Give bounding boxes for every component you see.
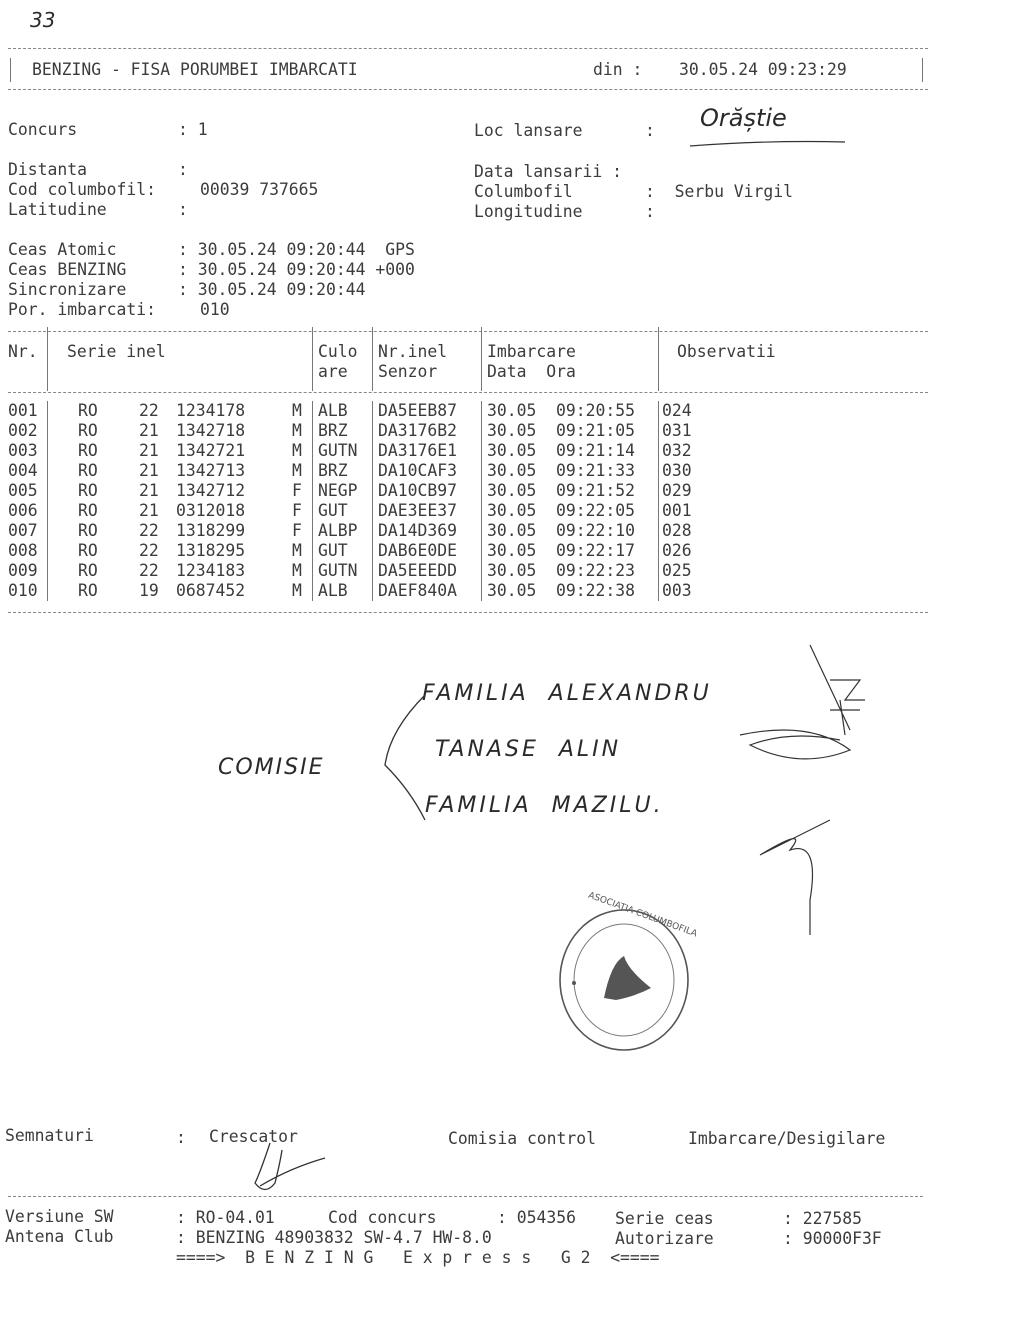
- row-divider: [658, 481, 659, 501]
- row-sensor: DA10CAF3: [378, 461, 457, 480]
- crescator-label: Crescator: [209, 1127, 298, 1146]
- table-row: [0, 541, 930, 561]
- row-divider: [47, 581, 48, 601]
- ceas-atomic-value: : 30.05.24 09:20:44 GPS: [178, 240, 415, 259]
- table-row: [0, 461, 930, 481]
- row-country: RO: [78, 481, 98, 500]
- row-divider: [47, 541, 48, 561]
- row-nr: 009: [8, 561, 38, 580]
- footer-divider: [8, 1196, 923, 1197]
- row-nr: 005: [8, 481, 38, 500]
- cod-columbofil-label: Cod columbofil:: [8, 180, 157, 199]
- row-sensor: DA3176E1: [378, 441, 457, 460]
- print-date-label: din :: [593, 60, 643, 79]
- row-year: 22: [139, 541, 159, 560]
- page-number-handwritten: 33: [30, 8, 56, 32]
- row-color: GUTN: [318, 561, 358, 580]
- handwritten-comisie: COMISIE: [218, 755, 325, 780]
- row-divider: [658, 561, 659, 581]
- row-sensor: DAE3EE37: [378, 501, 457, 520]
- row-divider: [47, 421, 48, 441]
- row-obs: 003: [662, 581, 692, 600]
- row-sensor: DAEF840A: [378, 581, 457, 600]
- row-color: ALB: [318, 401, 348, 420]
- row-color: ALBP: [318, 521, 358, 540]
- versiune-sw-label: Versiune SW: [5, 1207, 114, 1226]
- table-top-border: [8, 331, 928, 332]
- row-divider: [47, 461, 48, 481]
- sincronizare-value: : 30.05.24 09:20:44: [178, 280, 366, 299]
- latitudine-value: :: [178, 200, 188, 219]
- row-sex: M: [292, 441, 302, 460]
- ceas-benzing-value: : 30.05.24 09:20:44 +000: [178, 260, 415, 279]
- antena-club-label: Antena Club: [5, 1227, 114, 1246]
- row-divider: [481, 481, 482, 501]
- autorizare-label: Autorizare: [615, 1229, 714, 1248]
- row-divider: [481, 541, 482, 561]
- row-ring: 1234183: [176, 561, 246, 580]
- row-year: 21: [139, 441, 159, 460]
- col-divider-imbarcare: [658, 327, 659, 391]
- table-row: [0, 401, 930, 421]
- row-divider: [658, 461, 659, 481]
- header-bottom-border: [8, 89, 928, 90]
- row-divider: [372, 481, 373, 501]
- row-divider: [312, 561, 313, 581]
- table-row: [0, 501, 930, 521]
- row-time: 09:22:23: [556, 561, 635, 580]
- row-date: 30.05: [487, 421, 537, 440]
- cod-concurs-value: : 054356: [497, 1208, 576, 1227]
- row-year: 21: [139, 461, 159, 480]
- commission-signatures-scribble: [730, 640, 870, 940]
- table-row: [0, 581, 930, 601]
- row-obs: 030: [662, 461, 692, 480]
- row-divider: [658, 441, 659, 461]
- antena-club-value: : BENZING 48903832 SW-4.7 HW-8.0: [176, 1228, 492, 1247]
- row-time: 09:22:05: [556, 501, 635, 520]
- row-obs: 031: [662, 421, 692, 440]
- row-sex: M: [292, 541, 302, 560]
- longitudine-label: Longitudine: [474, 202, 583, 221]
- handwritten-member-3: FAMILIA MAZILU.: [425, 793, 664, 818]
- col-divider-serie: [312, 327, 313, 391]
- table-bottom-border: [8, 612, 928, 613]
- row-year: 22: [139, 401, 159, 420]
- header-imbarcare-2: Data Ora: [487, 362, 576, 381]
- row-time: 09:21:14: [556, 441, 635, 460]
- por-imbarcati-label: Por. imbarcati:: [8, 300, 157, 319]
- comisia-control-label: Comisia control: [448, 1129, 597, 1148]
- loc-lansare-label: Loc lansare: [474, 121, 583, 140]
- header-nr: Nr.: [8, 342, 38, 361]
- row-sex: M: [292, 421, 302, 440]
- row-ring: 1342713: [176, 461, 246, 480]
- row-ring: 0312018: [176, 501, 246, 520]
- row-divider: [658, 521, 659, 541]
- concurs-value: : 1: [178, 120, 208, 139]
- row-obs: 029: [662, 481, 692, 500]
- row-divider: [312, 461, 313, 481]
- row-divider: [312, 501, 313, 521]
- row-divider: [481, 561, 482, 581]
- sincronizare-label: Sincronizare: [8, 280, 127, 299]
- row-divider: [47, 501, 48, 521]
- row-divider: [372, 501, 373, 521]
- row-divider: [481, 581, 482, 601]
- row-ring: 1342721: [176, 441, 246, 460]
- autorizare-value: : 90000F3F: [783, 1229, 882, 1248]
- row-date: 30.05: [487, 461, 537, 480]
- row-divider: [312, 541, 313, 561]
- handwritten-member-1: FAMILIA ALEXANDRU: [422, 681, 712, 706]
- row-country: RO: [78, 561, 98, 580]
- row-ring: 1318295: [176, 541, 246, 560]
- row-divider: [372, 461, 373, 481]
- row-time: 09:21:33: [556, 461, 635, 480]
- versiune-sw-value: : RO-04.01: [176, 1208, 275, 1227]
- row-sensor: DAB6E0DE: [378, 541, 457, 560]
- row-divider: [658, 421, 659, 441]
- row-nr: 004: [8, 461, 38, 480]
- row-country: RO: [78, 461, 98, 480]
- row-year: 22: [139, 561, 159, 580]
- row-year: 21: [139, 501, 159, 520]
- row-time: 09:22:17: [556, 541, 635, 560]
- cod-concurs-label: Cod concurs: [328, 1208, 437, 1227]
- row-sensor: DA10CB97: [378, 481, 457, 500]
- row-country: RO: [78, 401, 98, 420]
- col-divider-nr: [47, 327, 48, 391]
- row-sex: M: [292, 461, 302, 480]
- benzing-banner: ====> B E N Z I N G E x p r e s s G 2 <====: [176, 1248, 660, 1267]
- row-divider: [481, 401, 482, 421]
- row-country: RO: [78, 541, 98, 560]
- columbofil-value: : Serbu Virgil: [645, 182, 794, 201]
- row-divider: [312, 421, 313, 441]
- row-ring: 1342712: [176, 481, 246, 500]
- row-sex: M: [292, 401, 302, 420]
- header-nr-inel-1: Nr.inel: [378, 342, 448, 361]
- handwritten-member-2: TANASE ALIN: [435, 737, 622, 762]
- row-date: 30.05: [487, 501, 537, 520]
- row-nr: 010: [8, 581, 38, 600]
- table-row: [0, 421, 930, 441]
- semnaturi-label: Semnaturi: [5, 1126, 94, 1145]
- row-obs: 025: [662, 561, 692, 580]
- row-divider: [481, 501, 482, 521]
- row-divider: [372, 581, 373, 601]
- row-sex: F: [292, 481, 302, 500]
- row-sex: F: [292, 521, 302, 540]
- row-ring: 1318299: [176, 521, 246, 540]
- imbarcare-desigilare-label: Imbarcare/Desigilare: [688, 1129, 886, 1148]
- row-divider: [372, 561, 373, 581]
- row-sex: M: [292, 581, 302, 600]
- handwritten-brace: [370, 690, 430, 830]
- table-row: [0, 481, 930, 501]
- row-divider: [481, 521, 482, 541]
- stamp-text: ASOCIATIA COLUMBOFILA: [586, 890, 699, 940]
- row-divider: [372, 401, 373, 421]
- header-culoare-2: are: [318, 362, 348, 381]
- row-ring: 0687452: [176, 581, 246, 600]
- por-imbarcati-value: 010: [200, 300, 230, 319]
- row-divider: [312, 401, 313, 421]
- row-color: NEGP: [318, 481, 358, 500]
- col-divider-culoare: [372, 327, 373, 391]
- ceas-atomic-label: Ceas Atomic: [8, 240, 117, 259]
- row-country: RO: [78, 581, 98, 600]
- row-sensor: DA14D369: [378, 521, 457, 540]
- row-sensor: DA5EEB87: [378, 401, 457, 420]
- row-color: BRZ: [318, 461, 348, 480]
- row-divider: [312, 481, 313, 501]
- row-ring: 1342718: [176, 421, 246, 440]
- crescator-signature: [240, 1138, 340, 1198]
- header-nr-inel-2: Senzor: [378, 362, 438, 381]
- row-time: 09:22:38: [556, 581, 635, 600]
- row-sex: M: [292, 561, 302, 580]
- row-obs: 001: [662, 501, 692, 520]
- row-nr: 008: [8, 541, 38, 560]
- row-obs: 024: [662, 401, 692, 420]
- distanta-label: Distanta: [8, 160, 87, 179]
- loc-lansare-handwritten: Orăștie: [700, 104, 787, 132]
- row-color: BRZ: [318, 421, 348, 440]
- row-nr: 002: [8, 421, 38, 440]
- row-obs: 032: [662, 441, 692, 460]
- row-nr: 003: [8, 441, 38, 460]
- row-country: RO: [78, 441, 98, 460]
- row-date: 30.05: [487, 521, 537, 540]
- row-sensor: DA5EEEDD: [378, 561, 457, 580]
- row-time: 09:21:05: [556, 421, 635, 440]
- row-time: 09:20:55: [556, 401, 635, 420]
- latitudine-label: Latitudine: [8, 200, 107, 219]
- col-divider-senzor: [481, 327, 482, 391]
- row-date: 30.05: [487, 401, 537, 420]
- row-date: 30.05: [487, 561, 537, 580]
- row-divider: [47, 561, 48, 581]
- table-row: [0, 521, 930, 541]
- row-time: 09:22:10: [556, 521, 635, 540]
- row-sex: F: [292, 501, 302, 520]
- row-nr: 007: [8, 521, 38, 540]
- row-time: 09:21:52: [556, 481, 635, 500]
- row-nr: 001: [8, 401, 38, 420]
- row-year: 22: [139, 521, 159, 540]
- row-date: 30.05: [487, 481, 537, 500]
- table-row: [0, 441, 930, 461]
- print-date-value: 30.05.24 09:23:29: [679, 60, 847, 79]
- row-sensor: DA3176B2: [378, 421, 457, 440]
- row-country: RO: [78, 421, 98, 440]
- row-divider: [372, 441, 373, 461]
- row-color: GUTN: [318, 441, 358, 460]
- row-date: 30.05: [487, 581, 537, 600]
- row-divider: [372, 421, 373, 441]
- row-country: RO: [78, 521, 98, 540]
- row-year: 21: [139, 421, 159, 440]
- row-obs: 026: [662, 541, 692, 560]
- data-lansarii-label: Data lansarii :: [474, 162, 623, 181]
- row-divider: [658, 401, 659, 421]
- row-divider: [481, 441, 482, 461]
- header-left-border: [10, 58, 11, 82]
- row-divider: [47, 441, 48, 461]
- row-divider: [658, 501, 659, 521]
- row-color: GUT: [318, 541, 348, 560]
- cod-columbofil-value: 00039 737665: [200, 180, 319, 199]
- row-divider: [47, 481, 48, 501]
- row-divider: [658, 541, 659, 561]
- ceas-benzing-label: Ceas BENZING: [8, 260, 127, 279]
- row-nr: 006: [8, 501, 38, 520]
- header-observatii: Observatii: [677, 342, 776, 361]
- columbofil-label: Columbofil: [474, 182, 573, 201]
- row-color: GUT: [318, 501, 348, 520]
- table-row: [0, 561, 930, 581]
- row-obs: 028: [662, 521, 692, 540]
- serie-ceas-value: : 227585: [783, 1209, 862, 1228]
- row-country: RO: [78, 501, 98, 520]
- row-date: 30.05: [487, 541, 537, 560]
- longitudine-value: :: [645, 202, 655, 221]
- header-imbarcare-1: Imbarcare: [487, 342, 576, 361]
- row-date: 30.05: [487, 441, 537, 460]
- row-divider: [481, 461, 482, 481]
- header-top-border: [8, 48, 928, 49]
- row-divider: [47, 401, 48, 421]
- row-year: 19: [139, 581, 159, 600]
- row-divider: [47, 521, 48, 541]
- row-year: 21: [139, 481, 159, 500]
- row-divider: [312, 441, 313, 461]
- loc-lansare-colon: :: [645, 121, 655, 140]
- header-right-border: [922, 58, 923, 82]
- row-divider: [372, 541, 373, 561]
- loc-lansare-underline: [690, 138, 850, 150]
- concurs-label: Concurs: [8, 120, 78, 139]
- document-title: BENZING - FISA PORUMBEI IMBARCATI: [32, 60, 358, 79]
- row-divider: [372, 521, 373, 541]
- row-divider: [312, 581, 313, 601]
- row-divider: [312, 521, 313, 541]
- serie-ceas-label: Serie ceas: [615, 1209, 714, 1228]
- table-header-border: [8, 392, 928, 393]
- distanta-value: :: [178, 160, 188, 179]
- semnaturi-colon: :: [176, 1128, 186, 1147]
- row-divider: [481, 421, 482, 441]
- header-culoare-1: Culo: [318, 342, 358, 361]
- row-divider: [658, 581, 659, 601]
- header-serie-inel: Serie inel: [67, 342, 166, 361]
- row-ring: 1234178: [176, 401, 246, 420]
- row-color: ALB: [318, 581, 348, 600]
